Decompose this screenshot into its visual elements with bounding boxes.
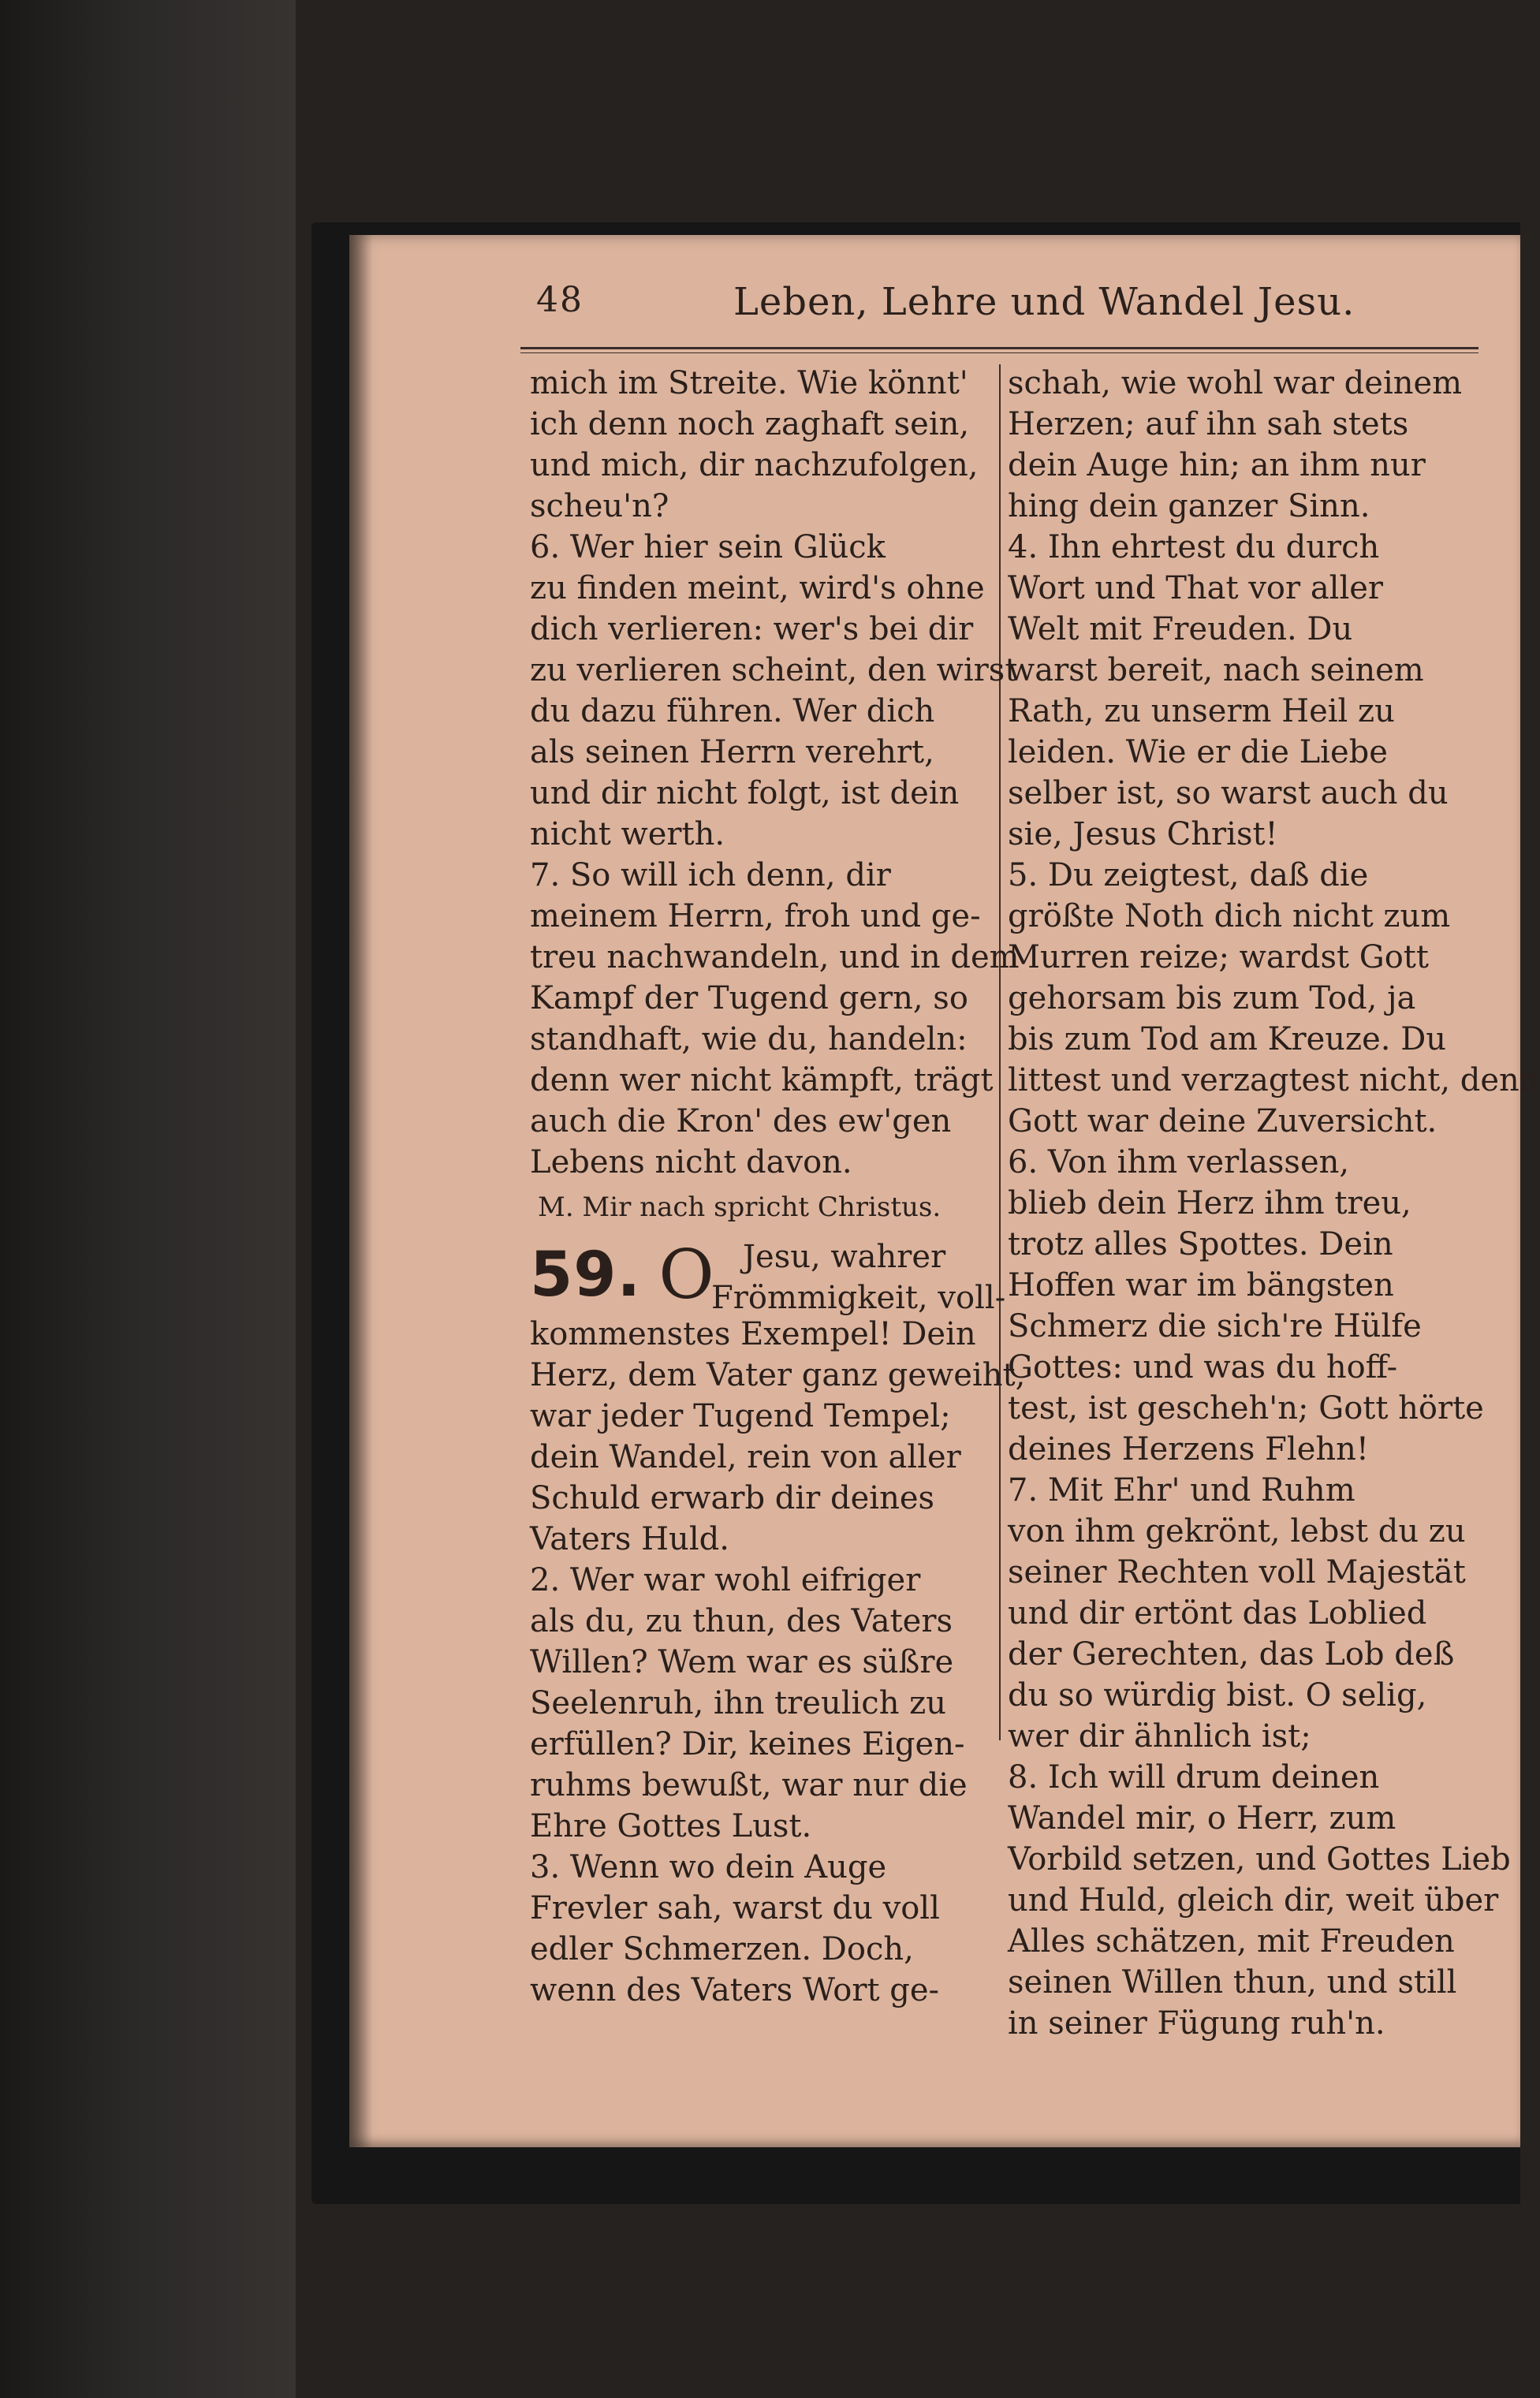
text-line: ruhms bewußt, war nur die — [530, 1767, 968, 1803]
header-rule — [520, 347, 1478, 349]
text-line: sie, Jesus Christ! — [1008, 816, 1278, 852]
text-line: erfüllen? Dir, keines Eigen- — [530, 1726, 965, 1762]
text-line: du dazu führen. Wer dich — [530, 693, 935, 729]
text-line: war jeder Tugend Tempel; — [530, 1398, 951, 1434]
text-line: Alles schätzen, mit Freuden — [1008, 1923, 1455, 1960]
text-line: 8. Ich will drum deinen — [1008, 1759, 1380, 1796]
right-column — [1008, 363, 1540, 2044]
text-line: größte Noth dich nicht zum — [1008, 898, 1451, 934]
hymn-first-line: Jesu, wahrer — [743, 1239, 946, 1275]
text-line: du so würdig bist. O selig, — [1008, 1677, 1427, 1714]
hymn-initial: O — [658, 1236, 714, 1315]
text-line: Schuld erwarb dir deines — [530, 1480, 935, 1516]
background-strip — [0, 0, 296, 2398]
text-line: wer dir ähnlich ist; — [1008, 1718, 1311, 1755]
text-line: als du, zu thun, des Vaters — [530, 1603, 953, 1639]
text-line: Lebens nicht davon. — [530, 1144, 852, 1180]
text-line: Schmerz die sich're Hülfe — [1008, 1308, 1422, 1344]
text-line: dein Wandel, rein von aller — [530, 1439, 961, 1475]
text-line: Murren reize; wardst Gott — [1008, 939, 1429, 975]
text-line: 6. Von ihm verlassen, — [1008, 1144, 1350, 1180]
text-line: edler Schmerzen. Doch, — [530, 1931, 914, 1967]
text-line: Vorbild setzen, und Gottes Lieb — [1008, 1841, 1511, 1878]
text-line: von ihm gekrönt, lebst du zu — [1008, 1513, 1466, 1550]
text-line: Welt mit Freuden. Du — [1008, 611, 1353, 647]
text-line: und dir nicht folgt, ist dein — [530, 775, 960, 811]
text-line: zu verlieren scheint, den wirst — [530, 652, 1018, 688]
text-line: Rath, zu unserm Heil zu — [1008, 693, 1395, 729]
text-line: und dir ertönt das Loblied — [1008, 1595, 1427, 1632]
left-column — [530, 363, 1026, 2011]
hymn-heading — [530, 1232, 1006, 1316]
column-divider — [999, 364, 1001, 1740]
text-line: bis zum Tod am Kreuze. Du — [1008, 1021, 1447, 1057]
text-line: ich denn noch zaghaft sein, — [530, 406, 970, 442]
text-line: seiner Rechten voll Majestät — [1008, 1554, 1466, 1591]
text-line: standhaft, wie du, handeln: — [530, 1021, 968, 1057]
text-line: littest und verzagtest nicht, denn — [1008, 1062, 1540, 1098]
text-line: und Huld, gleich dir, weit über — [1008, 1882, 1499, 1919]
text-line: leiden. Wie er die Liebe — [1008, 734, 1388, 770]
text-line: zu finden meint, wird's ohne — [530, 570, 985, 606]
text-line: 4. Ihn ehrtest du durch — [1008, 529, 1380, 565]
page-gutter-shadow — [349, 235, 373, 2147]
text-line: Seelenruh, ihn treulich zu — [530, 1685, 947, 1721]
text-line: Herzen; auf ihn sah stets — [1008, 406, 1409, 442]
text-line: dein Auge hin; an ihm nur — [1008, 447, 1426, 483]
text-line: Gottes: und was du hoff- — [1008, 1349, 1398, 1385]
text-line: denn wer nicht kämpft, trägt — [530, 1062, 994, 1098]
text-line: Wort und That vor aller — [1008, 570, 1384, 606]
text-line: kommenstes Exempel! Dein — [530, 1316, 976, 1352]
text-line: trotz alles Spottes. Dein — [1008, 1226, 1393, 1262]
left-column-lines-after — [530, 1314, 1026, 2011]
text-line: Gott war deine Zuversicht. — [1008, 1103, 1437, 1139]
text-line: Herz, dem Vater ganz geweiht, — [530, 1357, 1026, 1393]
text-line: 2. Wer war wohl eifriger — [530, 1562, 921, 1598]
text-line: als seinen Herrn verehrt, — [530, 734, 934, 770]
text-line: Ehre Gottes Lust. — [530, 1808, 812, 1844]
text-line: 3. Wenn wo dein Auge — [530, 1849, 887, 1885]
text-line: deines Herzens Flehn! — [1008, 1431, 1369, 1468]
text-line: seinen Willen thun, und still — [1008, 1964, 1457, 2001]
running-head — [520, 280, 1498, 335]
page-number: 48 — [536, 280, 584, 320]
hymn-second-line: Frömmigkeit, voll- — [711, 1280, 1006, 1316]
text-line: schah, wie wohl war deinem — [1008, 365, 1463, 401]
text-line: 6. Wer hier sein Glück — [530, 529, 886, 565]
text-line: selber ist, so warst auch du — [1008, 775, 1449, 811]
right-column-lines — [1008, 363, 1540, 2044]
text-line: Willen? Wem war es süßre — [530, 1644, 954, 1680]
text-line: nicht werth. — [530, 816, 725, 852]
text-line: hing dein ganzer Sinn. — [1008, 488, 1370, 524]
text-line: scheu'n? — [530, 488, 669, 524]
text-line: Vaters Huld. — [530, 1521, 729, 1557]
text-line: test, ist gescheh'n; Gott hörte — [1008, 1390, 1484, 1426]
text-line: dich verlieren: wer's bei dir — [530, 611, 974, 647]
text-line: 7. Mit Ehr' und Ruhm — [1008, 1472, 1355, 1509]
text-line: 5. Du zeigtest, daß die — [1008, 857, 1369, 893]
left-column-lines — [530, 363, 1020, 1183]
text-line: der Gerechten, das Lob deß — [1008, 1636, 1455, 1673]
text-line: wenn des Vaters Wort ge- — [530, 1972, 940, 2008]
text-line: meinem Herrn, froh und ge- — [530, 898, 981, 934]
header-rule-thin — [520, 352, 1478, 353]
text-line: gehorsam bis zum Tod, ja — [1008, 980, 1416, 1016]
text-line: warst bereit, nach seinem — [1008, 652, 1424, 688]
text-line: und mich, dir nachzufolgen, — [530, 447, 979, 483]
text-line: Kampf der Tugend gern, so — [530, 980, 968, 1016]
text-line: 7. So will ich denn, dir — [530, 857, 891, 893]
text-line: treu nachwandeln, und in dem — [530, 939, 1020, 975]
text-line: mich im Streite. Wie könnt' — [530, 365, 968, 401]
text-line: Frevler sah, warst du voll — [530, 1890, 940, 1926]
hymn-number: 59. — [530, 1240, 642, 1311]
text-line: auch die Kron' des ew'gen — [530, 1103, 952, 1139]
melody-note: M. Mir nach spricht Christus. — [538, 1192, 942, 1223]
text-line: Hoffen war im bängsten — [1008, 1267, 1394, 1303]
text-line: blieb dein Herz ihm treu, — [1008, 1185, 1411, 1221]
running-title: Leben, Lehre und Wandel Jesu. — [733, 280, 1355, 324]
text-line: in seiner Fügung ruh'n. — [1008, 2005, 1385, 2042]
text-line: Wandel mir, o Herr, zum — [1008, 1800, 1396, 1837]
